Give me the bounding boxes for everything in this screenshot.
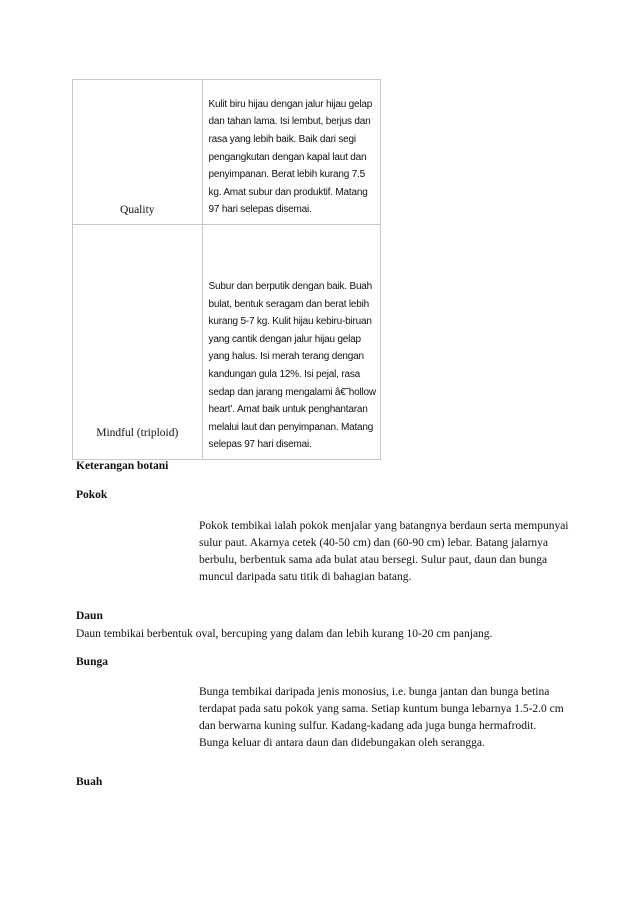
section-title: Keterangan botani xyxy=(76,460,169,472)
bunga-heading: Bunga xyxy=(76,656,108,668)
daun-heading: Daun xyxy=(76,610,103,622)
table-row xyxy=(73,225,381,460)
bunga-paragraph: Bunga tembikai daripada jenis monosius, i.e. bunga jantan dan bunga betina terdapat pada satu pokok yang sama. Setiap kuntum bunga lebarnya 1.5-2.0 cm dan berwarna kuning sulfur. Kadang-kadang ada juga bunga hermafrodit. Bunga keluar di antara daun dan didebungakan oleh serangga. xyxy=(199,686,564,749)
variety-description: Kulit biru hijau dengan jalur hijau gelap dan tahan lama. Isi lembut, berjus dan rasa yang lebih baik. Baik dari segi pengangkutan dengan kapal laut dan penyimpanan. Berat lebih kurang 7.5 kg. Amat subur dan produktif. Matang 97 hari selepas disemai. xyxy=(208,98,373,216)
variety-name-cell xyxy=(73,225,203,460)
buah-heading: Buah xyxy=(76,776,103,788)
variety-description-cell xyxy=(202,225,380,460)
daun-paragraph: Daun tembikai berbentuk oval, bercuping yang dalam dan lebih kurang 10-20 cm panjang. xyxy=(76,628,493,640)
pokok-heading: Pokok xyxy=(76,489,108,501)
pokok-paragraph: Pokok tembikai ialah pokok menjalar yang batangnya berdaun serta mempunyai sulur paut. Akarnya cetek (40-50 cm) dan (60-90 cm) lebar. Batang jalarnya berbulu, berbentuk sama ada bulat atau bersegi. Sulur paut, daun dan bunga muncul daripada satu titik di bahagian batang. xyxy=(199,520,569,583)
variety-description-cell xyxy=(202,80,380,225)
variety-name: Mindful (triploid) xyxy=(96,427,179,439)
variety-name-cell xyxy=(73,80,203,225)
variety-name: Quality xyxy=(120,204,155,216)
variety-table xyxy=(72,79,381,460)
table-row xyxy=(73,80,381,225)
variety-description: Subur dan berputik dengan baik. Buah bulat, bentuk seragam dan berat lebih kurang 5-7 kg. Kulit hijau kebiru-biruan yang cantik dengan jalur hijau gelap yang halus. Isi merah terang dengan kandungan gula 12%. Isi pejal, rasa sedap dan jarang mengalami â€˜hollow heart’. Amat baik untuk penghantaran melalui laut dan penyimpanan. Matang selepas 97 hari disemai. xyxy=(208,281,376,451)
